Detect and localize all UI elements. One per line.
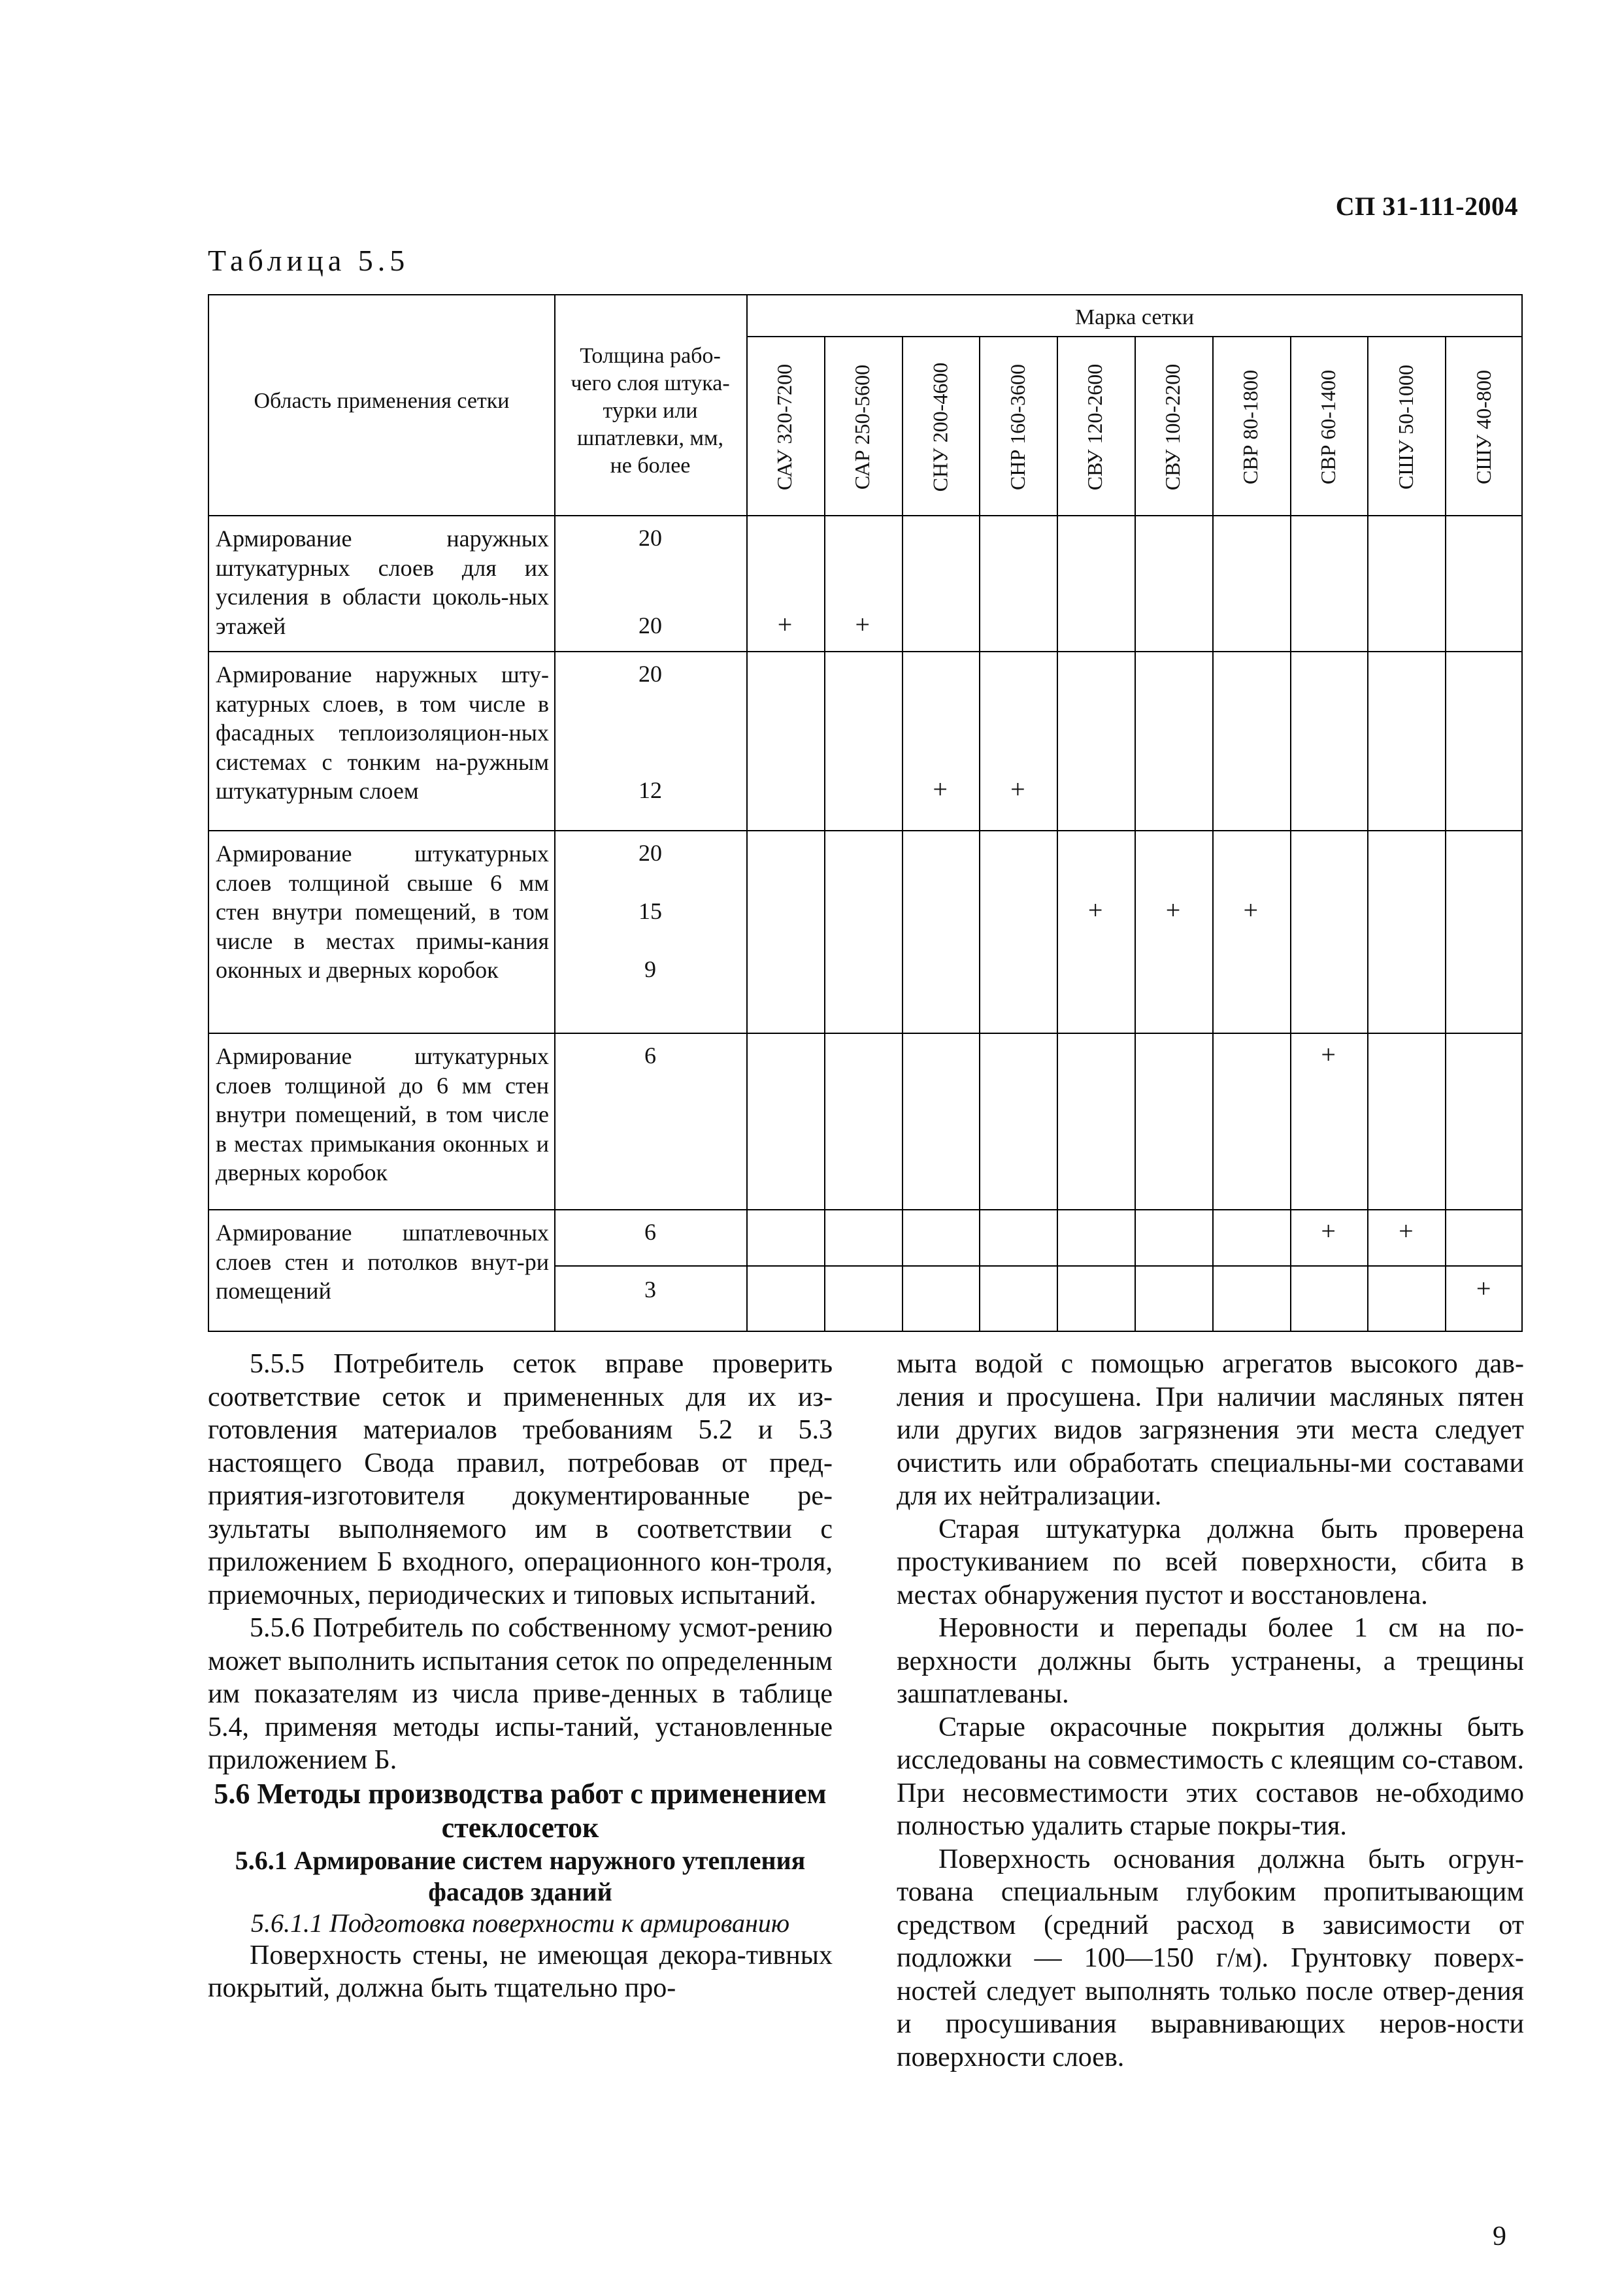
brand-label: САР 250-5600	[850, 364, 874, 490]
table-hline	[209, 651, 1521, 652]
thickness-value: 12	[638, 777, 662, 803]
section-heading-5-6-1-1: 5.6.1.1 Подготовка поверхности к армированию	[250, 1908, 790, 1938]
column-header-brand: Марка сетки	[1074, 305, 1195, 329]
thickness-value: 20	[638, 840, 662, 866]
applicable-mark: +	[855, 609, 870, 639]
table-hline	[209, 1033, 1521, 1034]
right-column	[897, 1348, 1524, 2074]
section-heading-5-6-1: 5.6.1 Армирование систем наружного утепления фасадов зданий	[235, 1845, 806, 1906]
table-hline	[209, 1209, 1521, 1210]
thickness-value: 15	[638, 898, 662, 924]
brand-header	[903, 341, 978, 512]
applicable-mark: +	[1243, 895, 1259, 925]
applicable-mark: +	[1399, 1216, 1414, 1246]
applicable-mark: +	[1321, 1040, 1336, 1069]
thickness-value: 20	[638, 525, 662, 551]
left-column	[208, 1348, 833, 2005]
applicable-mark: +	[777, 609, 793, 639]
brand-header	[1368, 341, 1444, 512]
row-area-text: Армирование наружных шту-катурных слоев, в том числе в фасадных теплоизоляцион-ных системах с тонким на-ружным штукатурным слоем	[216, 661, 549, 804]
brand-header	[1291, 341, 1367, 512]
applicable-mark: +	[1010, 774, 1025, 804]
paragraph-old-plaster: Старая штукатурка должна быть проверена простукиванием по всей поверхности, сбита в местах обнаружения пустот и восстановлена.	[897, 1514, 1524, 1610]
column-header-area: Область применения сетки	[254, 389, 510, 413]
thickness-value: 20	[638, 661, 662, 687]
applicable-mark: +	[1165, 895, 1181, 925]
applicable-mark: +	[933, 774, 948, 804]
thickness-value: 6	[644, 1219, 656, 1245]
reinforcement-mesh-table	[208, 294, 1523, 1332]
brand-header	[1213, 341, 1289, 512]
table-hline	[554, 1265, 1521, 1267]
brand-label: СВР 80-1800	[1238, 369, 1263, 484]
applicable-mark: +	[1321, 1216, 1336, 1246]
row-area-text: Армирование штукатурных слоев толщиной до 6 мм стен внутри помещений, в том числе в местах примыкания оконных и дверных коробок	[216, 1043, 549, 1186]
row-area-text: Армирование наружных штукатурных слоев для их усиления в области цоколь-ных этажей	[216, 525, 549, 639]
table-hline	[746, 336, 1521, 337]
thickness-value: 20	[638, 612, 662, 639]
brand-label: САУ 320-7200	[772, 363, 797, 490]
paragraph-irregularities: Неровности и перепады более 1 см на по-верхности должны быть устранены, а трещины зашпатлеваны.	[897, 1613, 1524, 1709]
thickness-value: 9	[644, 956, 656, 982]
paragraph-5-5-6: 5.5.6 Потребитель по собственному усмот-рению может выполнить испытания сеток по определенным им показателям из числа приве-денных в таблице 5.4, применяя методы испы-таний, установленные приложением Б.	[208, 1613, 833, 1775]
document-code: СП 31-111-2004	[1335, 191, 1518, 221]
applicable-mark: +	[1476, 1274, 1491, 1303]
paragraph-old-paint: Старые окрасочные покрытия должны быть исследованы на совместимость с клеящим со-ставом. При несовместимости этих составов не-обходимо полностью удалить старые покры-тия.	[897, 1712, 1524, 1841]
thickness-value: 6	[644, 1042, 656, 1069]
thickness-value: 3	[644, 1276, 656, 1303]
brand-label: СНУ 200-4600	[928, 362, 952, 491]
table-caption: Таблица 5.5	[208, 244, 410, 277]
brand-label: СВУ 120-2600	[1083, 363, 1107, 490]
paragraph-washing: мыта водой с помощью агрегатов высокого дав-ления и просушена. При наличии масляных пятен или других видов загрязнения эти места следует очистить или обработать специальны-ми составами для их нейтрализации.	[897, 1349, 1524, 1511]
brand-header	[980, 341, 1055, 512]
paragraph-5-5-5: 5.5.5 Потребитель сеток вправе проверить соответствие сеток и примененных для их из-готовления материалов требованиям 5.2 и 5.3 настоящего Свода правил, потребовав от пред-приятия-изготовителя документированные ре-зультаты выполняемого им в соответствии с приложением Б входного, операционного кон-троля, приемочных, периодических и типовых испытаний.	[208, 1349, 833, 1610]
brand-header	[747, 341, 823, 512]
table-hline	[209, 515, 1521, 516]
brand-header	[1135, 341, 1211, 512]
column-header-thickness: Толщина рабо- чего слоя штука- турки или шпатлевки, мм, не более	[571, 344, 730, 478]
row-area-text: Армирование шпатлевочных слоев стен и потолков внут-ри помещений	[216, 1220, 549, 1304]
paragraph-wall-surface: Поверхность стены, не имеющая декора-тивных покрытий, должна быть тщательно про-	[208, 1940, 833, 2003]
applicable-mark: +	[1087, 895, 1103, 925]
brand-label: СШУ 40-800	[1471, 369, 1495, 484]
brand-label: СВУ 100-2200	[1161, 363, 1185, 490]
paragraph-primer: Поверхность основания должна быть огрун-тована специальным глубоким пропитывающим средством (средний расход в зависимости от подложки — 100—150 г/м). Грунтовку поверх-ностей следует выполнять только после отвер-дения и просушивания выравнивающих неров-ности поверхности слоев.	[897, 1844, 1524, 2072]
section-heading-5-6: 5.6 Методы производства работ с применением стеклосеток	[214, 1777, 827, 1844]
brand-label: СВР 60-1400	[1316, 369, 1340, 484]
brand-label: СШУ 50-1000	[1393, 364, 1417, 490]
table-hline	[209, 830, 1521, 831]
brand-header	[1057, 341, 1133, 512]
brand-header	[1446, 341, 1521, 512]
row-area-text: Армирование штукатурных слоев толщиной свыше 6 мм стен внутри помещений, в том числе в местах примы-кания оконных и дверных коробок	[216, 840, 549, 983]
brand-header	[825, 341, 901, 512]
brand-label: СНР 160-3600	[1005, 363, 1029, 490]
page-number: 9	[1493, 2221, 1506, 2252]
